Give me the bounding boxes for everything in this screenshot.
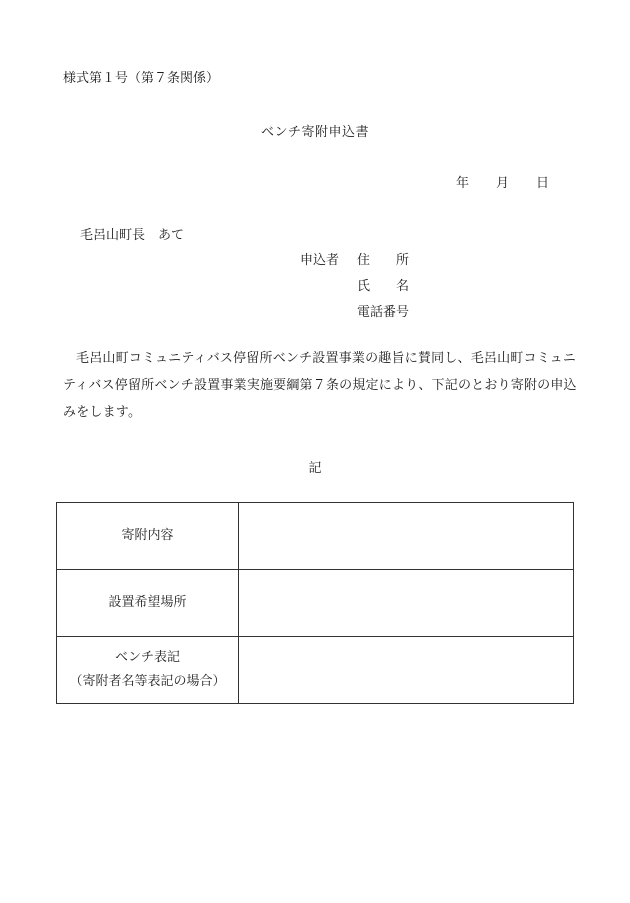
application-body-text: 毛呂山町コミュニティバス停留所ベンチ設置事業の趣旨に賛同し、毛呂山町コミュニティバス停留所ベンチ設置事業実施要綱第７条の規定により、下記のとおり寄附の申込みをします。	[63, 351, 577, 420]
document-title: ベンチ寄附申込書	[260, 125, 369, 140]
bench-inscription-label-sub: （寄附者名等表記の場合）	[69, 674, 226, 689]
addressee: 毛呂山町長 あて	[80, 228, 185, 243]
table-row	[57, 503, 574, 570]
applicant-label: 申込者	[300, 253, 340, 268]
installation-location-value[interactable]	[239, 570, 574, 637]
table-row	[57, 637, 574, 704]
address-field-label: 住 所	[357, 253, 410, 268]
date-day-label: 日	[536, 176, 550, 191]
ki-heading: 記	[308, 461, 322, 476]
bench-inscription-label	[57, 637, 239, 704]
date-year-label: 年	[456, 176, 470, 191]
bench-inscription-value[interactable]	[239, 637, 574, 704]
application-detail-table	[56, 502, 574, 704]
date-month-label: 月	[496, 176, 510, 191]
installation-location-label: 設置希望場所	[57, 570, 239, 637]
form-number: 様式第１号（第７条関係）	[63, 71, 220, 86]
donation-content-label: 寄附内容	[57, 503, 239, 570]
name-field-label: 氏 名	[357, 279, 410, 294]
table-row	[57, 570, 574, 637]
donation-content-value[interactable]	[239, 503, 574, 570]
phone-field-label: 電話番号	[357, 305, 410, 320]
bench-inscription-label-main: ベンチ表記	[114, 650, 180, 665]
date-line	[456, 172, 549, 191]
